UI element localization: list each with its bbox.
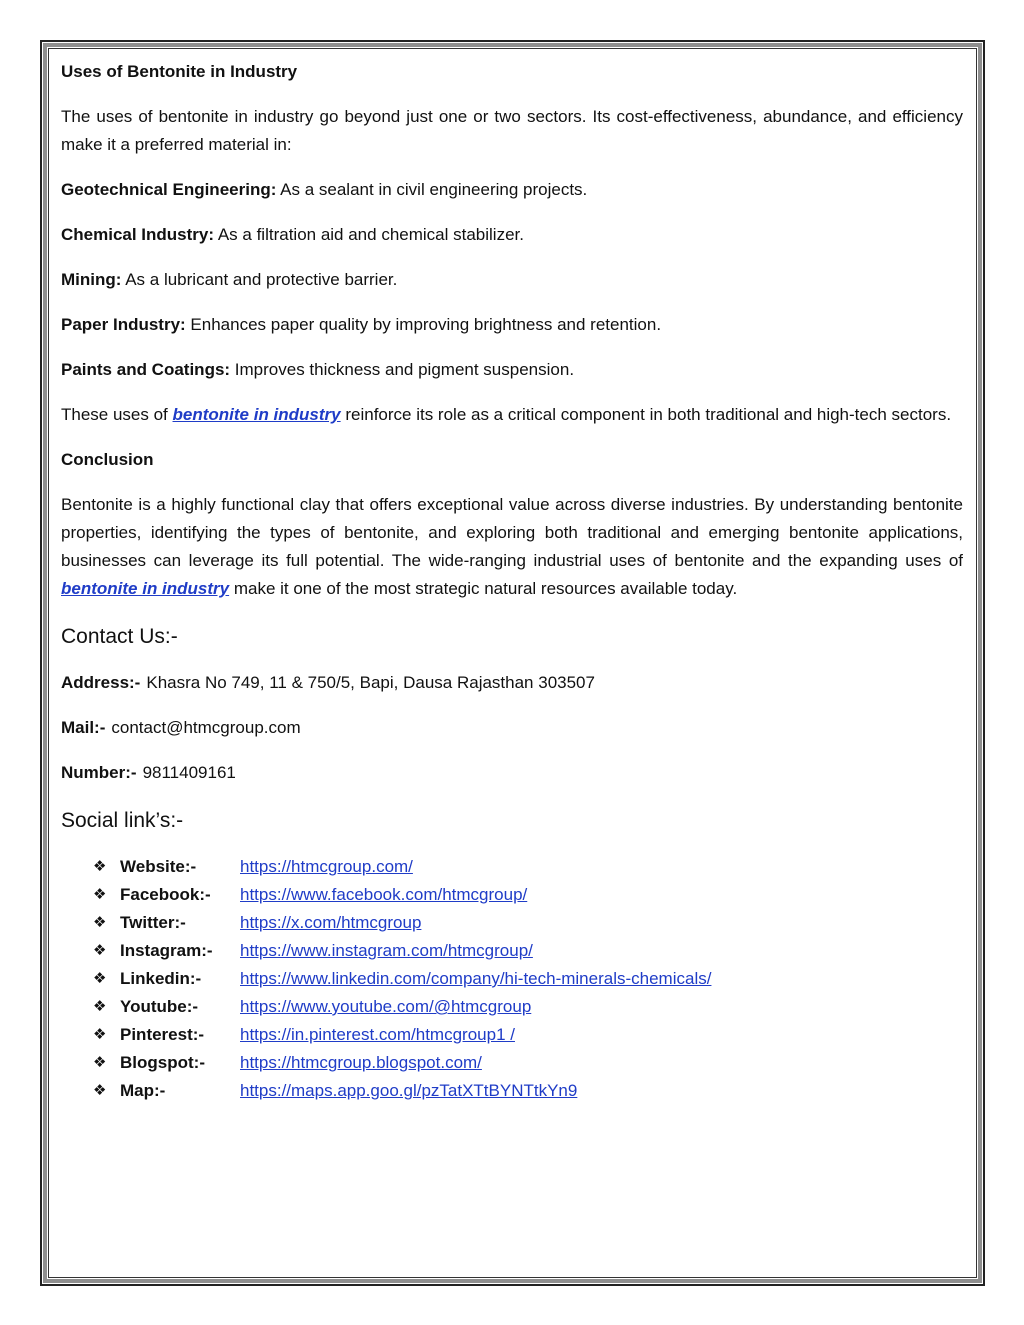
social-links-list — [93, 853, 963, 1105]
diamond-bullet-icon: ❖ — [93, 1026, 107, 1043]
blogspot-link[interactable]: https://htmcgroup.blogspot.com/ — [240, 1053, 482, 1072]
closing-text-before: These uses of — [61, 405, 173, 424]
number-label: Number:- — [61, 763, 137, 782]
use-item-mining — [61, 266, 963, 294]
diamond-bullet-icon: ❖ — [93, 858, 107, 875]
social-item-pinterest — [93, 1021, 963, 1049]
social-label: Website:- — [120, 857, 197, 876]
use-item-paints — [61, 356, 963, 384]
linkedin-link[interactable]: https://www.linkedin.com/company/hi-tech-minerals-chemicals/ — [240, 969, 712, 988]
use-item-text: Enhances paper quality by improving brightness and retention. — [185, 315, 662, 334]
mail-label: Mail:- — [61, 718, 106, 737]
diamond-bullet-icon: ❖ — [93, 1054, 107, 1071]
use-item-geotechnical — [61, 176, 963, 204]
use-item-text: As a filtration aid and chemical stabilizer. — [214, 225, 524, 244]
use-item-paper — [61, 311, 963, 339]
diamond-bullet-icon: ❖ — [93, 942, 107, 959]
use-item-label: Paper Industry: — [61, 315, 186, 334]
use-item-text: As a lubricant and protective barrier. — [121, 270, 398, 289]
bentonite-industry-link[interactable]: bentonite in industry — [172, 405, 341, 424]
use-item-label: Mining: — [61, 270, 122, 289]
instagram-link[interactable]: https://www.instagram.com/htmcgroup/ — [240, 941, 533, 960]
address-value: Khasra No 749, 11 & 750/5, Bapi, Dausa Rajasthan 303507 — [146, 673, 595, 692]
diamond-bullet-icon: ❖ — [93, 914, 107, 931]
pinterest-link[interactable]: https://in.pinterest.com/htmcgroup1 / — [240, 1025, 515, 1044]
document-content — [61, 58, 963, 1105]
social-label: Twitter:- — [120, 913, 186, 932]
website-link[interactable]: https://htmcgroup.com/ — [240, 857, 413, 876]
social-item-youtube — [93, 993, 963, 1021]
use-item-label: Paints and Coatings: — [61, 360, 231, 379]
conclusion-text-after: make it one of the most strategic natural resources available today. — [229, 579, 738, 598]
mail-value: contact@htmcgroup.com — [111, 718, 301, 737]
youtube-link[interactable]: https://www.youtube.com/@htmcgroup — [240, 997, 532, 1016]
social-label: Youtube:- — [120, 997, 199, 1016]
social-label: Facebook:- — [120, 885, 211, 904]
conclusion-text-before: Bentonite is a highly functional clay that offers exceptional value across diverse industries. By understanding bentonite properties, identifying the types of bentonite, and exploring both traditional and emerging bentonite applications, businesses can leverage its full potential. The wide-ranging industrial uses of bentonite and the expanding uses of — [61, 495, 963, 570]
use-item-label: Chemical Industry: — [61, 225, 215, 244]
social-item-twitter — [93, 909, 963, 937]
social-item-instagram — [93, 937, 963, 965]
use-item-label: Geotechnical Engineering: — [61, 180, 277, 199]
use-item-text: Improves thickness and pigment suspension. — [230, 360, 575, 379]
diamond-bullet-icon: ❖ — [93, 1082, 107, 1099]
social-heading: Social link’s:- — [61, 809, 184, 832]
address-label: Address:- — [61, 673, 141, 692]
conclusion-title: Conclusion — [61, 450, 154, 469]
intro-paragraph: The uses of bentonite in industry go beyond just one or two sectors. Its cost-effectiveness, abundance, and efficiency make it a preferred material in: — [61, 107, 963, 154]
social-item-facebook — [93, 881, 963, 909]
social-item-map — [93, 1077, 963, 1105]
mail-row — [61, 714, 963, 742]
number-value: 9811409161 — [142, 763, 236, 782]
address-row — [61, 669, 963, 697]
conclusion-paragraph — [61, 491, 963, 603]
diamond-bullet-icon: ❖ — [93, 886, 107, 903]
diamond-bullet-icon: ❖ — [93, 998, 107, 1015]
social-label: Instagram:- — [120, 941, 213, 960]
facebook-link[interactable]: https://www.facebook.com/htmcgroup/ — [240, 885, 528, 904]
closing-text-after: reinforce its role as a critical component in both traditional and high-tech sectors. — [340, 405, 952, 424]
diamond-bullet-icon: ❖ — [93, 970, 107, 987]
closing-paragraph — [61, 401, 963, 429]
bentonite-industry-link[interactable]: bentonite in industry — [61, 579, 230, 598]
social-label: Map:- — [120, 1081, 166, 1100]
number-row — [61, 759, 963, 787]
social-label: Linkedin:- — [120, 969, 202, 988]
social-item-blogspot — [93, 1049, 963, 1077]
use-item-chemical — [61, 221, 963, 249]
map-link[interactable]: https://maps.app.goo.gl/pzTatXTtBYNTtkYn9 — [240, 1081, 578, 1100]
social-label: Pinterest:- — [120, 1025, 205, 1044]
social-label: Blogspot:- — [120, 1053, 205, 1072]
social-item-website — [93, 853, 963, 881]
use-item-text: As a sealant in civil engineering projects. — [276, 180, 588, 199]
section-title: Uses of Bentonite in Industry — [61, 62, 298, 81]
contact-heading: Contact Us:- — [61, 625, 178, 648]
twitter-link[interactable]: https://x.com/htmcgroup — [240, 913, 422, 932]
social-item-linkedin — [93, 965, 963, 993]
